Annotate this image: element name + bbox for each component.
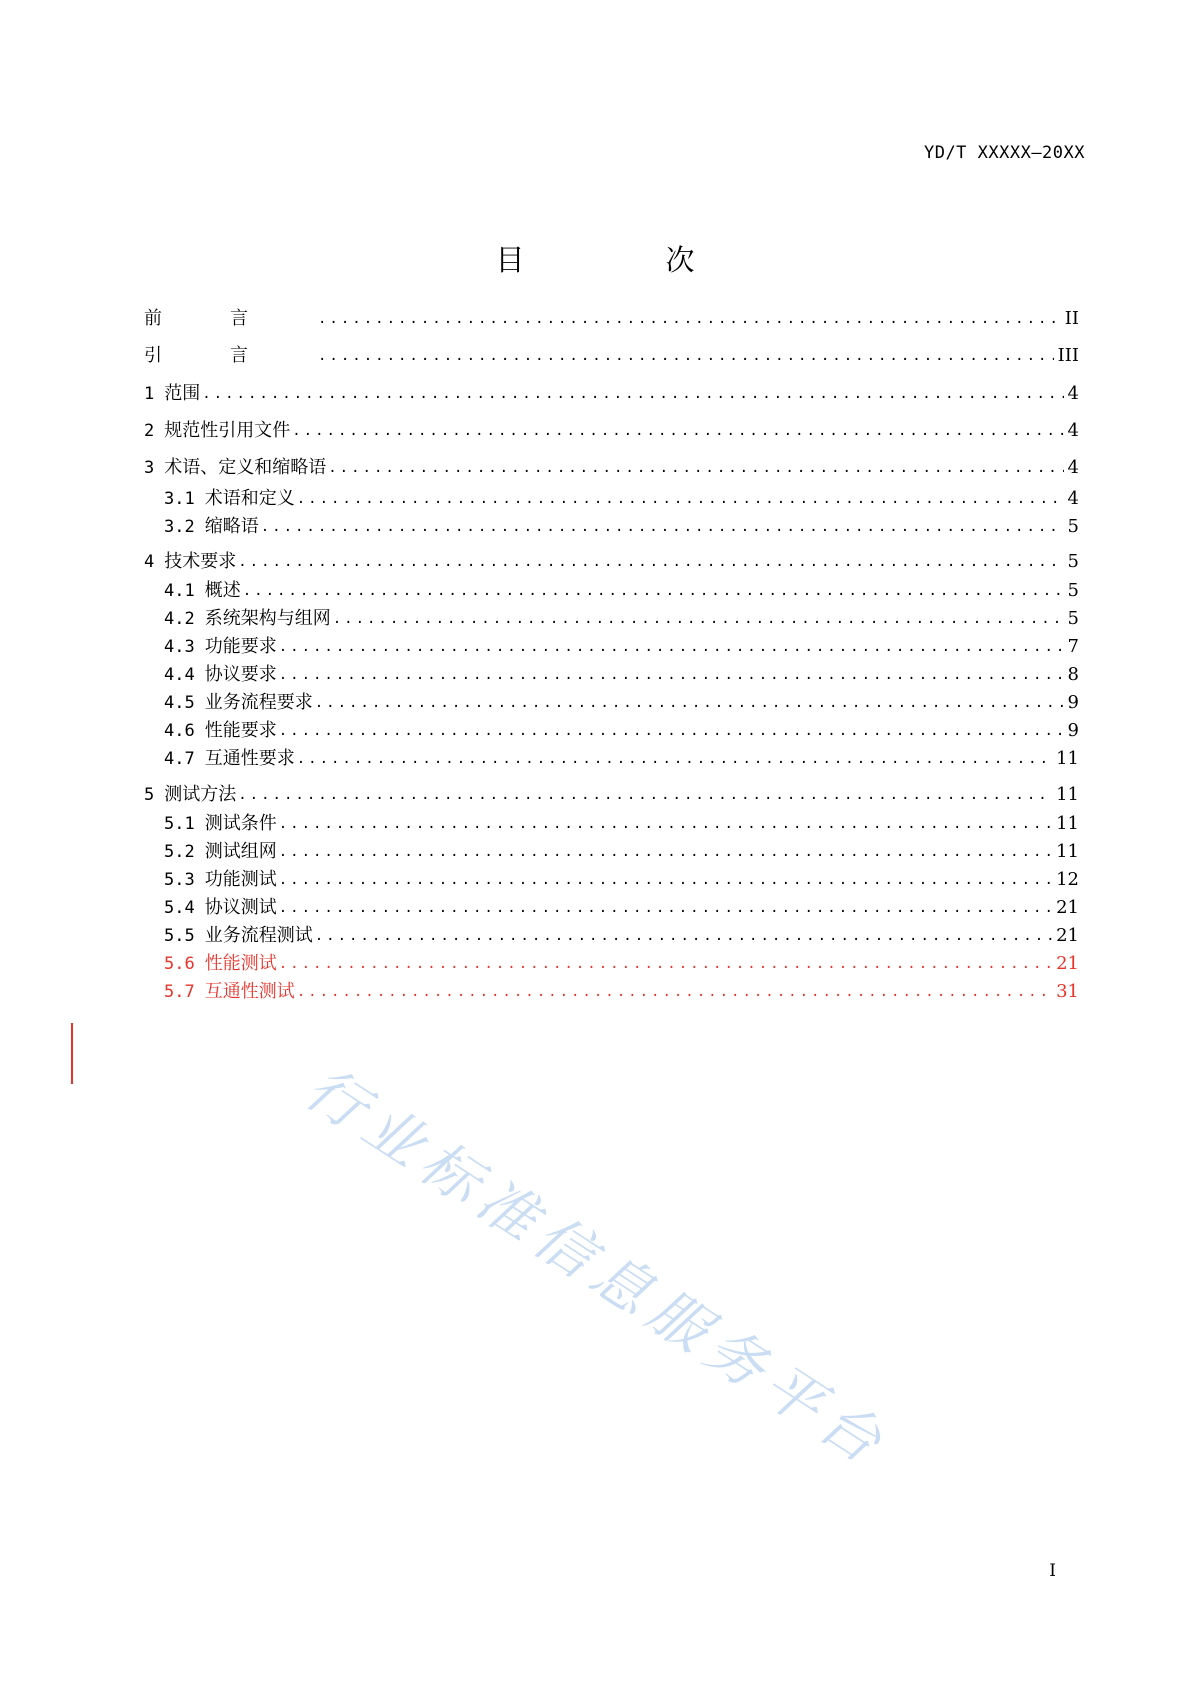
toc-entry-number: 4 [144,552,155,572]
toc-entry-label: 测试组网 [204,841,277,862]
toc-entry-label: 协议要求 [204,664,277,685]
toc-entry-label: 测试方法 [164,784,237,805]
toc-entry[interactable] [164,662,1079,688]
toc-dot-leader [315,690,1064,716]
toc-dot-leader [279,839,1052,865]
toc-entry[interactable] [164,951,1079,977]
toc-entry[interactable] [164,979,1079,1005]
toc-entry-label: 测试条件 [204,813,277,834]
toc-entry[interactable] [144,418,1079,444]
toc-entry-label: 引言 [144,345,316,366]
toc-entry-number: 4.5 [164,693,195,713]
toc-dot-leader [279,895,1052,921]
toc-entry[interactable] [144,381,1079,407]
toc-entry-page: 8 [1067,664,1079,685]
toc-entry-label: 规范性引用文件 [164,420,291,441]
toc-entry-number: 5.4 [164,898,195,918]
toc-entry-number: 4.1 [164,581,195,601]
toc-entry[interactable] [164,514,1079,540]
toc-entry-label: 互通性要求 [204,748,295,769]
toc-entry-number: 4.2 [164,609,195,629]
toc-dot-leader [243,578,1064,604]
toc-entry-number: 4.3 [164,637,195,657]
toc-entry-label: 技术要求 [164,551,237,572]
toc-entry[interactable] [164,486,1079,512]
toc-entry[interactable] [144,782,1079,808]
toc-entry-page: 21 [1056,925,1079,946]
toc-entry-page: II [1064,308,1079,329]
toc-entry-page: 21 [1056,953,1079,974]
toc-dot-leader [279,867,1052,893]
toc-dot-leader [297,746,1052,772]
toc-dot-leader [297,486,1064,512]
toc-dot-leader [261,514,1064,540]
toc-entry[interactable] [144,549,1079,575]
toc-entry[interactable] [144,306,1079,332]
toc-entry-page: 4 [1067,383,1079,404]
toc-dot-leader [279,718,1064,744]
toc-entry-page: 4 [1067,457,1079,478]
toc-dot-leader [279,634,1064,660]
toc-entry-page: 7 [1067,636,1079,657]
toc-entry-label: 术语和定义 [204,488,295,509]
toc-entry[interactable] [164,867,1079,893]
toc-dot-leader [279,951,1052,977]
toc-entry-page: 11 [1056,748,1079,769]
toc-entry-label: 性能要求 [204,720,277,741]
toc-entry-page: 21 [1056,897,1079,918]
toc-entry-page: 31 [1056,981,1079,1002]
toc-entry-label: 范围 [164,383,201,404]
toc-entry-label: 业务流程要求 [204,692,313,713]
toc-entry-label: 性能测试 [204,953,277,974]
toc-entry-page: 11 [1056,784,1079,805]
watermark: 行业标准信息服务平台 [293,1053,902,1482]
toc-entry-number: 5.7 [164,982,195,1002]
toc-entry-page: 4 [1067,420,1079,441]
toc-entry-page: 5 [1067,551,1079,572]
toc-dot-leader [315,923,1052,949]
toc-entry-number: 4.6 [164,721,195,741]
toc-entry[interactable] [144,455,1079,481]
toc-dot-leader [238,549,1063,575]
toc-entry-page: 11 [1056,813,1079,834]
page-title: 目 次 [495,243,751,277]
toc-entry-number: 5.5 [164,926,195,946]
toc-entry-number: 5.3 [164,870,195,890]
page-number: I [1049,1561,1056,1581]
document-code: YD/T XXXXX—20XX [923,143,1085,163]
revision-change-bar [71,1023,73,1084]
toc-dot-leader [238,782,1052,808]
toc-dot-leader [328,455,1063,481]
toc-entry-page: 4 [1067,488,1079,509]
toc-entry-number: 3 [144,458,155,478]
toc-entry-label: 缩略语 [204,516,259,537]
toc-entry-label: 系统架构与组网 [204,608,331,629]
toc-entry[interactable] [164,839,1079,865]
toc-dot-leader [318,306,1061,332]
toc-entry[interactable] [164,578,1079,604]
toc-entry-number: 5.1 [164,814,195,834]
toc-dot-leader [279,811,1052,837]
toc-entry-page: 12 [1056,869,1079,890]
toc-entry[interactable] [164,923,1079,949]
toc-dot-leader [292,418,1063,444]
toc-entry-page: 11 [1056,841,1079,862]
toc-entry-label: 概述 [204,580,241,601]
toc-entry-number: 4.4 [164,665,195,685]
toc-entry-number: 5 [144,785,155,805]
toc-entry-label: 业务流程测试 [204,925,313,946]
toc-entry-number: 2 [144,421,155,441]
toc-entry-page: 5 [1067,580,1079,601]
toc-entry-number: 3.1 [164,489,195,509]
toc-entry[interactable] [164,606,1079,632]
toc-dot-leader [333,606,1064,632]
toc-dot-leader [318,343,1054,369]
toc-entry-label: 协议测试 [204,897,277,918]
toc-dot-leader [297,979,1052,1005]
toc-entry-page: 9 [1067,692,1079,713]
toc-entry-number: 4.7 [164,749,195,769]
toc-entry-page: III [1057,345,1079,366]
toc-entry-label: 前言 [144,308,316,329]
toc-dot-leader [279,662,1064,688]
toc-entry[interactable] [164,811,1079,837]
toc-entry-label: 术语、定义和缩略语 [164,457,327,478]
toc-entry[interactable] [144,343,1079,369]
toc-entry-number: 1 [144,384,155,404]
toc-entry[interactable] [164,690,1079,716]
toc-entry-number: 5.2 [164,842,195,862]
toc-entry-number: 3.2 [164,517,195,537]
toc-entry-page: 9 [1067,720,1079,741]
toc-entry[interactable] [164,895,1079,921]
toc-entry[interactable] [164,718,1079,744]
toc-entry-label: 功能测试 [204,869,277,890]
toc-entry-label: 功能要求 [204,636,277,657]
toc-entry[interactable] [164,634,1079,660]
toc-dot-leader [202,381,1063,407]
toc-entry-label: 互通性测试 [204,981,295,1002]
toc-entry-page: 5 [1067,608,1079,629]
toc-entry-page: 5 [1067,516,1079,537]
toc-entry[interactable] [164,746,1079,772]
toc-entry-number: 5.6 [164,954,195,974]
